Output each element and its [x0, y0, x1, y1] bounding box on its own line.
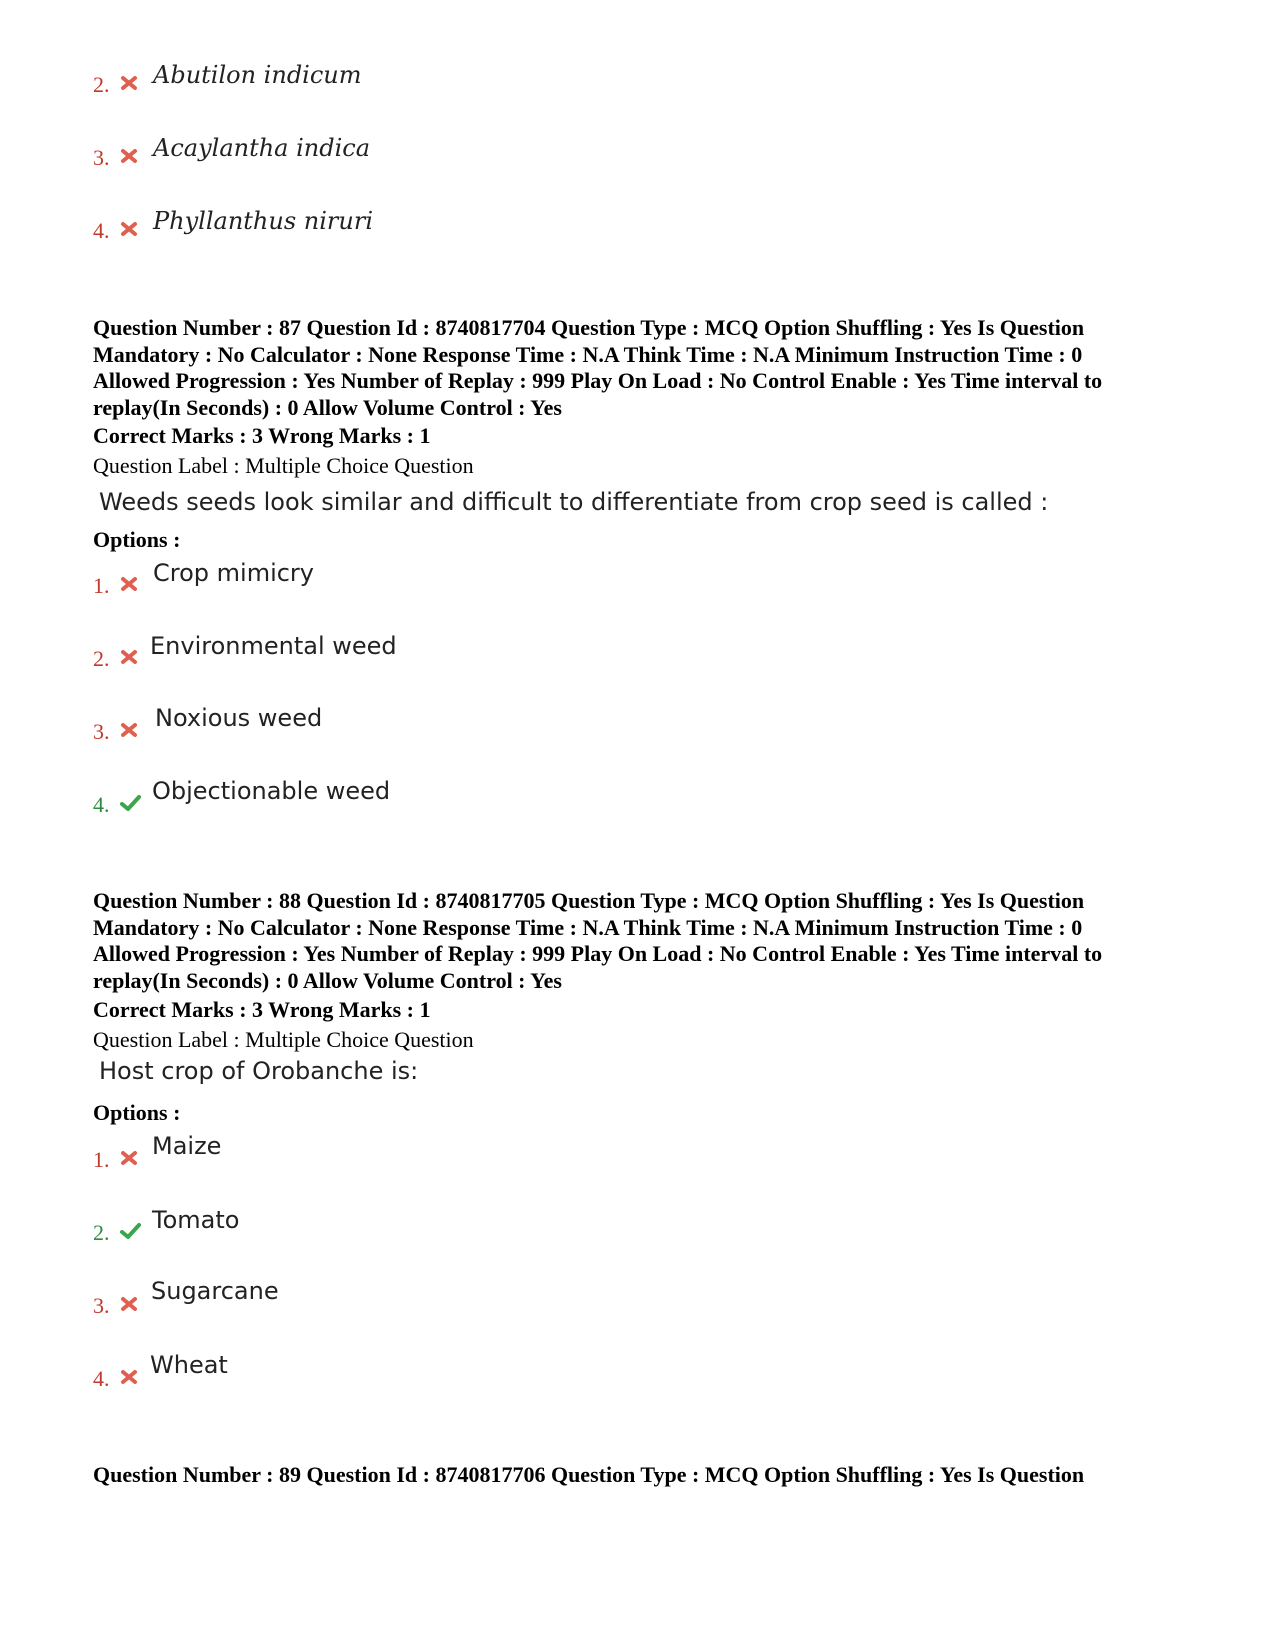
- option-text: Maize: [152, 1132, 222, 1160]
- option-number: 4.: [93, 1366, 110, 1391]
- cross-icon: [119, 1148, 139, 1168]
- question-label: Question Label : Multiple Choice Question: [93, 1027, 474, 1052]
- meta-line: Question Number : 89 Question Id : 8740817706 Question Type : MCQ Option Shuffling : Yes Is Question: [93, 1462, 1085, 1487]
- option-number: 2.: [93, 646, 110, 671]
- question-label: Question Label : Multiple Choice Question: [93, 453, 474, 478]
- option-text: Phyllanthus niruri: [153, 207, 373, 235]
- question-meta: [93, 315, 1193, 421]
- option-number: 1.: [93, 1147, 110, 1172]
- meta-line: Allowed Progression : Yes Number of Replay : 999 Play On Load : No Control Enable : Yes Time interval to: [93, 368, 1103, 393]
- option-number: 4.: [93, 218, 110, 243]
- option-number: 2.: [93, 72, 110, 97]
- option-text: Noxious weed: [155, 704, 323, 732]
- option-text: Environmental weed: [150, 632, 397, 660]
- cross-icon: [119, 647, 139, 667]
- option-text: Objectionable weed: [152, 777, 391, 805]
- option-text: Tomato: [152, 1206, 240, 1234]
- marks-line: Correct Marks : 3 Wrong Marks : 1: [93, 997, 431, 1022]
- option-number: 1.: [93, 573, 110, 598]
- cross-icon: [119, 146, 139, 166]
- cross-icon: [119, 1367, 139, 1387]
- cross-icon: [119, 574, 139, 594]
- cross-icon: [119, 720, 139, 740]
- question-text: Weeds seeds look similar and difficult to differentiate from crop seed is called :: [99, 488, 1049, 516]
- question-meta: [93, 888, 1193, 994]
- meta-line: replay(In Seconds) : 0 Allow Volume Control : Yes: [93, 967, 562, 993]
- options-label: Options :: [93, 527, 181, 552]
- meta-line: Question Number : 87 Question Id : 8740817704 Question Type : MCQ Option Shuffling : Yes Is Question: [93, 315, 1085, 340]
- meta-line: Question Number : 88 Question Id : 8740817705 Question Type : MCQ Option Shuffling : Yes Is Question: [93, 888, 1085, 913]
- option-number: 3.: [93, 145, 110, 170]
- meta-line: Mandatory : No Calculator : None Response Time : N.A Think Time : N.A Minimum Instruction Time : 0: [93, 914, 1083, 940]
- option-text: Acaylantha indica: [153, 134, 371, 162]
- question-text: Host crop of Orobanche is:: [99, 1057, 419, 1085]
- check-icon: [119, 1221, 141, 1241]
- option-number: 3.: [93, 1293, 110, 1318]
- check-icon: [119, 793, 141, 813]
- meta-line: Mandatory : No Calculator : None Response Time : N.A Think Time : N.A Minimum Instruction Time : 0: [93, 341, 1083, 367]
- cross-icon: [119, 1294, 139, 1314]
- meta-line: Allowed Progression : Yes Number of Replay : 999 Play On Load : No Control Enable : Yes Time interval to: [93, 941, 1103, 966]
- meta-line: replay(In Seconds) : 0 Allow Volume Control : Yes: [93, 394, 562, 420]
- option-number: 3.: [93, 719, 110, 744]
- marks-line: Correct Marks : 3 Wrong Marks : 1: [93, 423, 431, 448]
- option-text: Abutilon indicum: [153, 61, 362, 89]
- option-number: 2.: [93, 1220, 110, 1245]
- cross-icon: [119, 219, 139, 239]
- question-meta: [93, 1462, 1193, 1489]
- options-label: Options :: [93, 1100, 181, 1125]
- option-text: Sugarcane: [151, 1277, 279, 1305]
- option-number: 4.: [93, 792, 110, 817]
- cross-icon: [119, 73, 139, 93]
- option-text: Crop mimicry: [153, 559, 315, 587]
- option-text: Wheat: [150, 1351, 228, 1379]
